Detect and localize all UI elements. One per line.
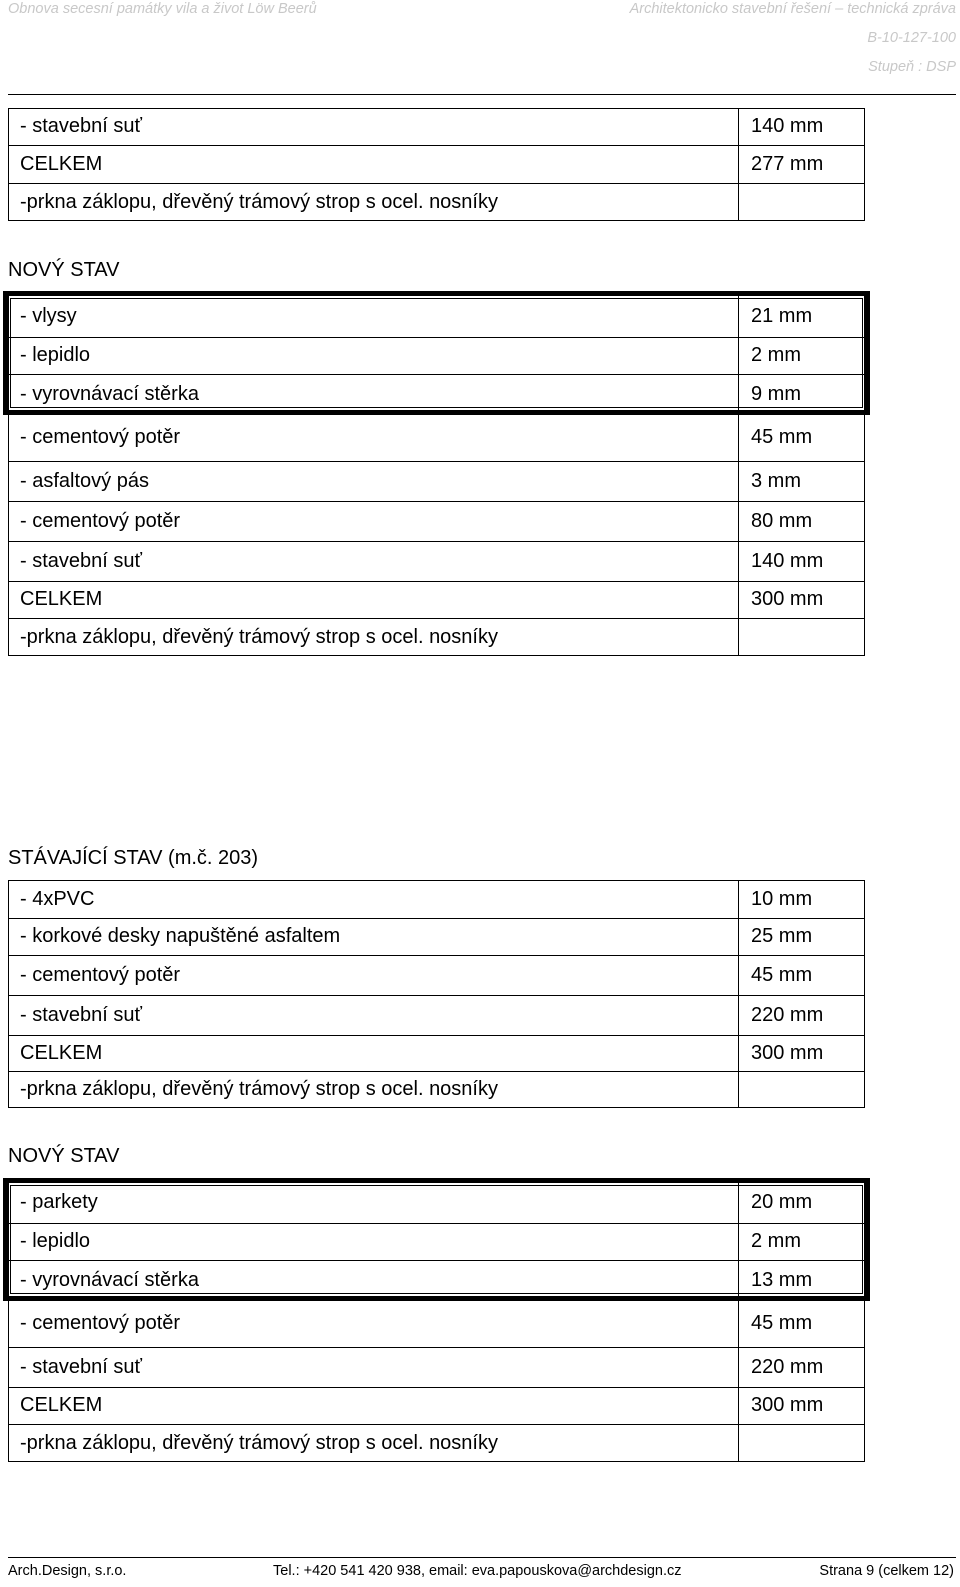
layer-thickness: 45 mm xyxy=(751,963,813,986)
layer-label: - lepidlo xyxy=(20,344,91,366)
layer-thickness: 21 mm xyxy=(751,304,813,327)
table-row xyxy=(8,1182,865,1224)
table-row xyxy=(8,414,865,462)
layer-label: - cementový potěr xyxy=(20,1312,181,1334)
section-heading-new-state-2: NOVÝ STAV xyxy=(8,1145,120,1167)
layer-thickness xyxy=(739,1424,865,1462)
layer-label: - cementový potěr xyxy=(20,509,181,532)
layer-thickness: 3 mm xyxy=(751,469,801,492)
layer-thickness: 80 mm xyxy=(751,509,813,532)
header-document-code: B-10-127-100 xyxy=(867,30,956,46)
layer-thickness xyxy=(739,183,865,221)
layer-label: CELKEM xyxy=(20,588,103,610)
table-row xyxy=(8,1424,865,1462)
layer-label: - stavební suť xyxy=(20,1355,143,1378)
layer-thickness: 220 mm xyxy=(751,1003,824,1026)
table-row xyxy=(8,880,865,919)
layer-label: CELKEM xyxy=(20,152,103,175)
table-row xyxy=(8,1347,865,1388)
layer-thickness: 10 mm xyxy=(751,887,813,910)
layer-label: - stavební suť xyxy=(20,1003,143,1026)
composition-table-existing-state xyxy=(8,880,865,1108)
layer-thickness: 20 mm xyxy=(751,1191,813,1213)
layer-thickness: 2 mm xyxy=(751,344,801,366)
layer-label: - korkové desky napuštěné asfaltem xyxy=(20,925,341,947)
table-row xyxy=(8,337,865,375)
table-row xyxy=(8,541,865,582)
layer-thickness: 300 mm xyxy=(751,588,824,610)
footer-company: Arch.Design, s.r.o. xyxy=(8,1563,127,1579)
layer-thickness: 140 mm xyxy=(751,115,824,137)
layer-thickness: 9 mm xyxy=(751,382,801,405)
layer-label: -prkna záklopu, dřevěný trámový strop s ocel. nosníky xyxy=(20,1078,498,1100)
table-row xyxy=(8,1223,865,1261)
table-row xyxy=(8,461,865,502)
layer-label: - lepidlo xyxy=(20,1230,91,1252)
layer-label: - vyrovnávací stěrka xyxy=(20,382,199,405)
layer-label: - parkety xyxy=(20,1191,98,1213)
layer-label: - 4xPVC xyxy=(20,887,95,910)
layer-thickness: 13 mm xyxy=(751,1268,813,1291)
header-document-title: Architektonicko stavební řešení – technická zpráva xyxy=(629,1,956,17)
table-row xyxy=(8,918,865,956)
layer-thickness: 300 mm xyxy=(751,1041,824,1064)
table-row xyxy=(8,1071,865,1108)
table-row xyxy=(8,374,865,415)
composition-table-new-state-2 xyxy=(8,1182,865,1462)
layer-label: - stavební suť xyxy=(20,549,143,572)
layer-label: CELKEM xyxy=(20,1394,103,1416)
table-row xyxy=(8,1260,865,1301)
table-row xyxy=(8,1387,865,1425)
layer-thickness: 220 mm xyxy=(751,1355,824,1378)
layer-thickness: 25 mm xyxy=(751,925,813,947)
composition-table-new-state xyxy=(8,295,865,656)
table-row xyxy=(8,995,865,1036)
layer-label: - asfaltový pás xyxy=(20,469,149,492)
layer-label: -prkna záklopu, dřevěný trámový strop s ocel. nosníky xyxy=(20,625,498,648)
header-divider xyxy=(8,94,956,95)
composition-table-existing-continued xyxy=(8,108,865,221)
footer-page-number: Strana 9 (celkem 12) xyxy=(819,1563,954,1579)
table-row xyxy=(8,581,865,619)
layer-label: - vlysy xyxy=(20,304,77,327)
table-row xyxy=(8,618,865,656)
layer-label: - stavební suť xyxy=(20,115,143,137)
section-heading-new-state: NOVÝ STAV xyxy=(8,259,120,281)
table-row xyxy=(8,1035,865,1072)
layer-thickness: 45 mm xyxy=(751,426,813,448)
table-row xyxy=(8,501,865,542)
layer-label: -prkna záklopu, dřevěný trámový strop s ocel. nosníky xyxy=(20,1431,498,1454)
table-row xyxy=(8,108,865,146)
header-project-title: Obnova secesní památky vila a život Löw Beerů xyxy=(8,1,317,17)
layer-thickness xyxy=(739,618,865,656)
section-heading-existing-state: STÁVAJÍCÍ STAV (m.č. 203) xyxy=(8,847,259,869)
layer-thickness: 2 mm xyxy=(751,1230,801,1252)
layer-label: CELKEM xyxy=(20,1041,103,1064)
table-row xyxy=(8,145,865,184)
table-row xyxy=(8,1300,865,1348)
footer-divider xyxy=(8,1557,956,1558)
layer-label: - cementový potěr xyxy=(20,963,181,986)
layer-thickness: 277 mm xyxy=(751,152,824,175)
table-row xyxy=(8,955,865,996)
layer-thickness: 140 mm xyxy=(751,549,824,572)
layer-label: - cementový potěr xyxy=(20,426,181,448)
layer-label: -prkna záklopu, dřevěný trámový strop s ocel. nosníky xyxy=(20,190,498,213)
footer-contact: Tel.: +420 541 420 938, email: eva.papouskova@archdesign.cz xyxy=(273,1563,682,1579)
header-stage: Stupeň : DSP xyxy=(868,59,956,75)
table-row xyxy=(8,295,865,338)
layer-thickness: 45 mm xyxy=(751,1312,813,1334)
layer-thickness xyxy=(739,1071,865,1108)
table-row xyxy=(8,183,865,221)
layer-label: - vyrovnávací stěrka xyxy=(20,1268,199,1291)
layer-thickness: 300 mm xyxy=(751,1394,824,1416)
